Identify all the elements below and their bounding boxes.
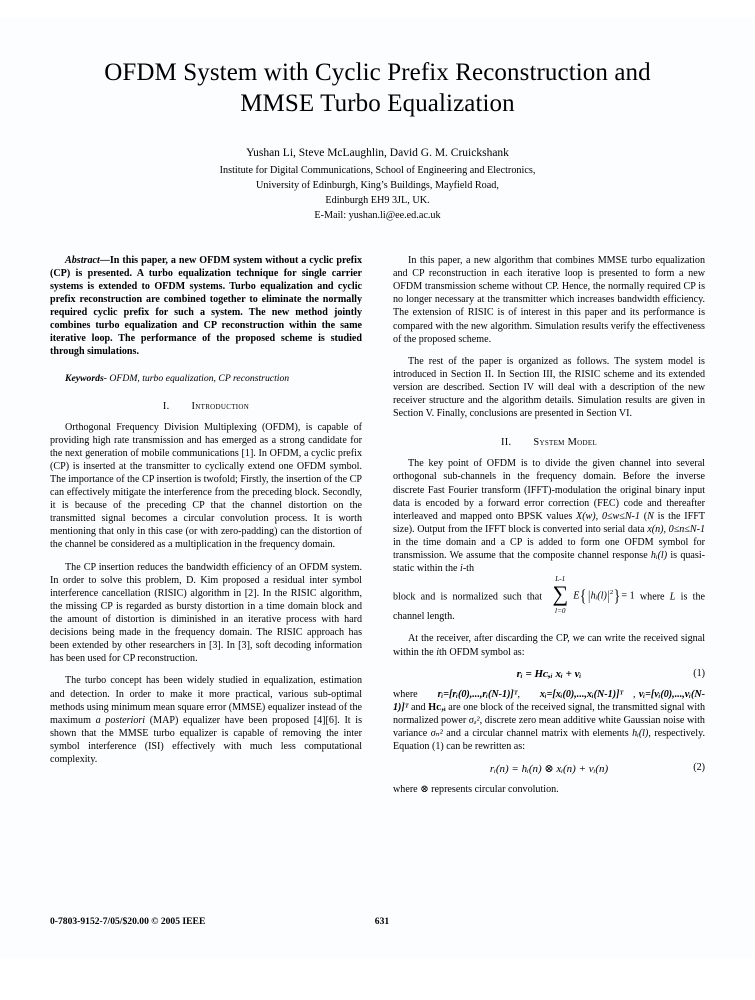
sm-p1-part-6: -th <box>462 563 475 575</box>
sm-p4-part-1: where <box>393 688 421 700</box>
sum-lower-limit: l=0 <box>555 606 566 615</box>
section-title-1: Introduction <box>191 400 250 412</box>
equation-1 <box>393 668 705 680</box>
sm-p1-math-5: i <box>460 563 463 575</box>
sum-exponent: 2 <box>609 589 614 597</box>
sm-p4-part-6: , respectively. Equation (1) can be rewritten as: <box>393 727 705 753</box>
vector-v-definition: vᵢ=[vᵢ(0),...,vᵢ(N-1)]ᵀ <box>393 688 705 713</box>
equation-2 <box>393 762 705 775</box>
intro-p3-italic: a posteriori <box>95 714 146 726</box>
intro-p3-part-1: The turbo concept has been widely studied in equalization, estimation and detection. In order to make it more practical, various sub-optimal methods using minimum mean square error (MMSE) equalizer instead of the maximum <box>50 675 362 726</box>
sm-p2-part-2: where <box>634 591 670 603</box>
section-numeral-2: II. <box>500 437 512 449</box>
intro-paragraph-2: The CP insertion reduces the bandwidth efficiency of an OFDM system. In order to solve this problem, D. Kim proposed a residual inter symbol interference cancellation (RISIC) algorithm in [2]. In the RISIC algorithm, the missing CP is regarded as bursty distortion in a time domain block and the amount of distortion is diminished in an iterative process with hard decisions being made in the frequency domain. The RISIC approach has been extended by other researchers in [3]. In [3], soft decoding information has been used for CP reconstruction. <box>50 561 362 665</box>
sm-p1-part-3: is the IFFT size). Output from the IFFT block is converted into serial data <box>393 510 706 535</box>
convolution-symbol: ⊗ <box>420 784 429 796</box>
system-model-paragraph-1 <box>393 457 705 575</box>
sm-p1-math-1: X(w), 0≤w≤N-1 <box>576 510 640 522</box>
sigma-d-symbol: σₔ² <box>468 714 480 726</box>
sm-p4-part-2: and <box>408 701 429 713</box>
sigma-symbol <box>547 575 573 615</box>
intro-paragraph-3 <box>50 674 362 766</box>
section-numeral-1: I. <box>162 400 170 412</box>
system-model-paragraph-4: where rᵢ=[rᵢ(0),...,rᵢ(N-1)]ᵀ, xᵢ=[xᵢ(0),...,xᵢ(N-1)]ᵀ , vᵢ=[vᵢ(0),...,vᵢ(N-1)]ᵀ and Hᴄ,ᵢ are one block of the received signal, the transmitted signal with normalized power σₔ², discrete zero mean additive white Gaussian noise with variance σₙ² and a circular channel matrix with elements hᵢ(l), respectively. Equation (1) can be rewritten as: <box>393 688 706 753</box>
sm-p1-part-2: ( <box>639 510 648 522</box>
section-heading-introduction <box>50 401 362 412</box>
intro-paragraph-1: Orthogonal Frequency Division Multiplexing (OFDM), is capable of providing high rate transmission and has emerged as a strong candidate for the next generation of mobile communications [1]. In OFDM, a cyclic prefix (CP) is inserted at the transmitter to cyclically extend one OFDM symbol. The importance of the CP insertion is twofold; Firstly, the insertion of the CP can effectively mitigate the interference from the preceding block. Secondly, it is because of the preceding CP that the channel distortion on the transmitted signal becomes a circular convolution process. It is worth mentioning that only in this case (or with zero-padding) can the distortion of the channel be considered as a multiplication in the frequency domain. <box>50 421 362 551</box>
sum-body: hᵢ(l) <box>590 590 607 602</box>
vector-x-definition: xᵢ=[xᵢ(0),...,xᵢ(N-1)]ᵀ <box>539 688 624 700</box>
email-line: E-Mail: yushan.li@ee.ed.ac.uk <box>314 209 441 221</box>
sm-p3-part-2: th OFDM symbol as: <box>439 646 525 658</box>
sm-p1-math-2: N <box>647 510 654 522</box>
page-title: OFDM System with Cyclic Prefix Reconstruction and MMSE Turbo Equalization <box>104 59 651 117</box>
keywords-text: OFDM, turbo equalization, CP reconstruction <box>106 372 290 384</box>
sm-p2-part-3: is the channel length. <box>393 591 705 623</box>
section-title-2: System Model <box>533 437 598 449</box>
affiliation-line-1: Institute for Digital Communications, School of Engineering and Electronics, <box>219 165 536 177</box>
abstract-text: In this paper, a new OFDM system without a cyclic prefix (CP) is presented. A turbo equalization technique for single carrier systems is extended to OFDM systems. Turbo equalization and cyclic prefix reconstruction are combined together to eliminate the normally required cyclic prefix for such a system. The new method jointly combines turbo equalization and CP reconstruction within the same iterative loop. The performance of the proposed scheme is studied through simulations. <box>50 255 362 358</box>
summation-formula <box>547 575 635 615</box>
sm-p1-part-4: in the time domain and a CP is added to form one OFDM symbol for transmission. We assume that the composite channel response <box>393 536 705 562</box>
matrix-H-definition: Hᴄ,ᵢ <box>428 701 446 713</box>
sm-p3-part-1: At the receiver, after discarding the CP, we can write the received signal within the <box>393 633 705 658</box>
abs-bar-left: | <box>588 588 591 604</box>
brace-close: } <box>614 586 621 606</box>
sm-p2-math-L: L <box>669 591 676 603</box>
copyright-notice: 0-7803-9152-7/05/$20.00 © 2005 IEEE <box>50 916 206 927</box>
sm-p3-math-i: i <box>436 646 439 658</box>
brace-open: { <box>580 586 587 606</box>
sigma-glyph: ∑ <box>552 581 569 607</box>
h-element-symbol: hᵢ(l) <box>632 727 649 739</box>
sm-p5-part-2: represents circular convolution. <box>428 784 559 796</box>
sm-p2-part-1: block and is normalized such that <box>393 591 548 603</box>
affiliation-block <box>50 164 705 223</box>
system-model-paragraph-2 <box>393 575 705 623</box>
sm-p5-part-1: where <box>393 784 421 796</box>
sm-p4-part-5: and a circular channel matrix with elements <box>442 727 633 739</box>
two-column-body <box>50 254 705 805</box>
sum-equals: = 1 <box>621 590 635 602</box>
equation-2-number: (2) <box>693 762 705 774</box>
page-number: 631 <box>374 916 390 927</box>
system-model-paragraph-3 <box>393 632 705 658</box>
affiliation-line-3: Edinburgh EH9 3JL, UK. <box>325 194 430 206</box>
right-paragraph-2: The rest of the paper is organized as follows. The system model is introduced in Section II. In Section III, the RISIC scheme and its extended version are described. Section IV will deal with a description of the new receiver structure and the algorithm details. Simulation results are given in Section V. Finally, conclusions are presented in Section VI. <box>393 355 705 420</box>
equation-1-body: rᵢ = Hᴄ,ᵢ xᵢ + vᵢ <box>516 667 582 680</box>
equation-1-number: (1) <box>693 667 705 679</box>
left-column <box>50 254 362 805</box>
abstract-paragraph <box>50 254 362 359</box>
sum-upper-limit: L-1 <box>555 575 566 584</box>
sm-p1-part-1: The key point of OFDM is to divide the given channel into several orthogonal sub-channels in the frequency domain. Before the inverse discrete Fast Fourier transform (IFFT)-modulation the original binary input data is encoded by a forward error correction (FEC) code and thereafter interleaved and mapped onto BPSK values <box>393 458 705 522</box>
vector-r-definition: rᵢ=[rᵢ(0),...,rᵢ(N-1)]ᵀ <box>437 688 518 700</box>
abs-bar-right: | <box>607 588 610 604</box>
sm-p4-part-4: , discrete zero mean additive white Gaussian noise with variance <box>393 714 705 739</box>
section-heading-system-model <box>393 437 705 448</box>
paper-page <box>0 18 755 958</box>
system-model-paragraph-5 <box>393 783 705 796</box>
sm-p4-part-3: are one block of the received signal, the transmitted signal with normalized power <box>393 701 706 726</box>
sm-p1-math-4: hᵢ(l) <box>650 550 668 562</box>
paper-sheet <box>50 58 705 938</box>
expectation-operator: E <box>573 590 580 602</box>
sigma-n-symbol: σₙ² <box>430 727 443 739</box>
sm-p1-part-5: is quasi-static within the <box>393 550 705 575</box>
author-list: Yushan Li, Steve McLaughlin, David G. M. Cruickshank <box>246 147 509 159</box>
keywords-paragraph <box>50 373 362 384</box>
keywords-label: Keywords- <box>65 372 107 384</box>
right-paragraph-1: In this paper, a new algorithm that combines MMSE turbo equalization and CP reconstruction in each iterative loop is presented to form a new OFDM transmission scheme without CP. Hence, the normally required CP is no longer necessary at the transmitter which increases bandwidth efficiency. The extension of RISIC is of interest in this paper and its performance is compared with the new algorithm. Simulation results verify the effectiveness of the proposed scheme. <box>393 255 705 345</box>
intro-p3-part-2: (MAP) equalizer have been proposed [4][6]. It is shown that the MMSE turbo equalizer is capable of removing the inter symbol interference (ISI) effectively with much less computational complexity. <box>50 714 362 766</box>
abstract-label: Abstract— <box>65 255 110 266</box>
equation-2-body: rᵢ(n) = hᵢ(n) ⊗ xᵢ(n) + vᵢ(n) <box>489 763 609 776</box>
affiliation-line-2: University of Edinburgh, King’s Buildings, Mayfield Road, <box>256 180 499 192</box>
sm-p1-math-3: x(n), 0≤n≤N-1 <box>647 523 705 535</box>
right-column <box>393 254 705 805</box>
